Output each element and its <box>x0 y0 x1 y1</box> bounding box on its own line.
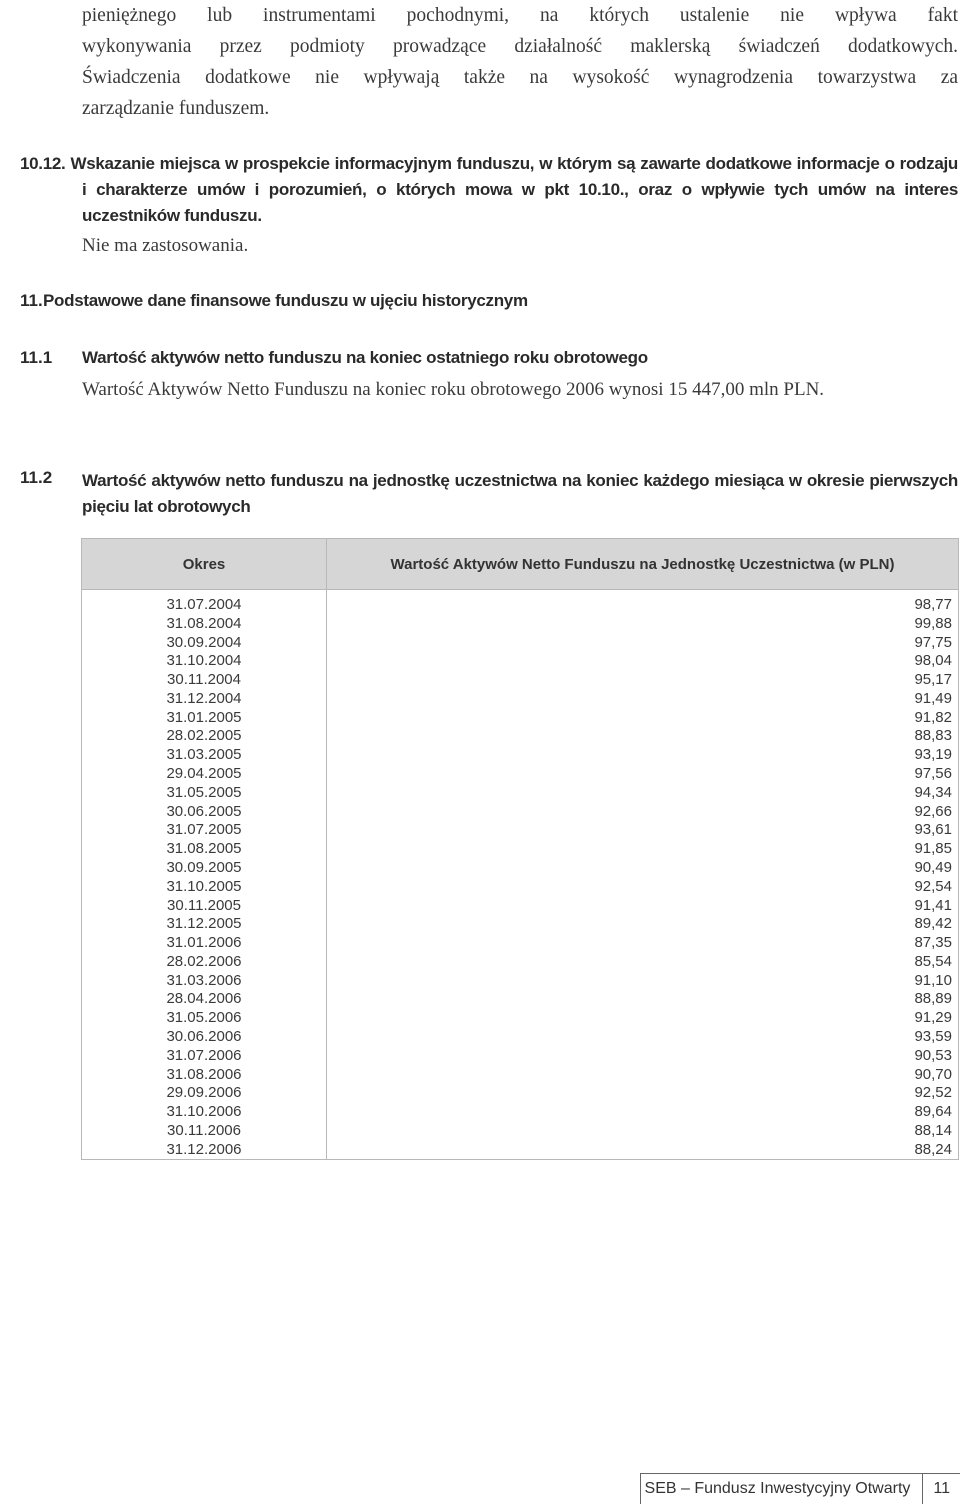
intro-line: zarządzanie funduszem. <box>82 98 270 119</box>
cell-period: 31.01.2005 <box>82 709 327 728</box>
table-row <box>82 634 959 653</box>
section-11-heading: Podstawowe dane finansowe funduszu w ujęciu historycznym <box>43 291 528 310</box>
nav-per-unit-table <box>81 538 959 1160</box>
cell-period: 30.06.2005 <box>82 803 327 822</box>
cell-period: 28.02.2005 <box>82 727 327 746</box>
table-row <box>82 1122 959 1141</box>
table-row <box>82 1066 959 1085</box>
cell-value: 91,10 <box>327 972 959 991</box>
cell-value: 88,14 <box>327 1122 959 1141</box>
table-row <box>82 1103 959 1122</box>
table-row <box>82 784 959 803</box>
cell-period: 31.07.2005 <box>82 821 327 840</box>
cell-value: 90,53 <box>327 1047 959 1066</box>
section-number: 11.2 <box>20 468 53 487</box>
cell-period: 30.09.2005 <box>82 859 327 878</box>
page-number: 11 <box>922 1473 960 1504</box>
cell-period: 30.11.2006 <box>82 1122 327 1141</box>
cell-value: 89,64 <box>327 1103 959 1122</box>
cell-value: 88,24 <box>327 1141 959 1160</box>
cell-period: 31.05.2005 <box>82 784 327 803</box>
cell-period: 31.07.2004 <box>82 596 327 615</box>
section-11-1-heading: Wartość aktywów netto funduszu na koniec ostatniego roku obrotowego <box>82 348 648 367</box>
table-row <box>82 671 959 690</box>
table-row <box>82 972 959 991</box>
table-row <box>82 765 959 784</box>
cell-value: 93,61 <box>327 821 959 840</box>
cell-value: 88,89 <box>327 990 959 1009</box>
section-11-2-heading: Wartość aktywów netto funduszu na jednostkę uczestnictwa na koniec każdego miesiąca w okresie pierwszych pięciu lat obrotowych <box>82 471 958 516</box>
cell-value: 92,54 <box>327 878 959 897</box>
table-row <box>82 878 959 897</box>
section-10-12-body: Nie ma zastosowania. <box>82 235 249 256</box>
table-row <box>82 934 959 953</box>
cell-period: 31.12.2005 <box>82 915 327 934</box>
cell-value: 89,42 <box>327 915 959 934</box>
table-row <box>82 990 959 1009</box>
cell-value: 93,19 <box>327 746 959 765</box>
cell-period: 30.11.2004 <box>82 671 327 690</box>
cell-value: 92,52 <box>327 1084 959 1103</box>
section-number: 10.12. <box>20 154 66 173</box>
table-row <box>82 1141 959 1160</box>
cell-period: 31.08.2006 <box>82 1066 327 1085</box>
column-header-value: Wartość Aktywów Netto Funduszu na Jednostkę Uczestnictwa (w PLN) <box>327 539 959 590</box>
cell-value: 85,54 <box>327 953 959 972</box>
table-row <box>82 596 959 615</box>
section-number: 11. <box>20 291 43 310</box>
table-row <box>82 821 959 840</box>
cell-period: 31.10.2004 <box>82 652 327 671</box>
cell-period: 31.05.2006 <box>82 1009 327 1028</box>
cell-value: 91,41 <box>327 897 959 916</box>
cell-period: 30.06.2006 <box>82 1028 327 1047</box>
cell-period: 31.08.2004 <box>82 615 327 634</box>
intro-line: Świadczenia dodatkowe nie wpływają także na wysokość wynagrodzenia towarzystwa za <box>82 67 958 88</box>
table-row <box>82 690 959 709</box>
cell-value: 98,04 <box>327 652 959 671</box>
cell-period: 31.08.2005 <box>82 840 327 859</box>
cell-value: 91,82 <box>327 709 959 728</box>
column-header-period: Okres <box>82 539 327 590</box>
table-row <box>82 1028 959 1047</box>
cell-value: 91,85 <box>327 840 959 859</box>
table-row <box>82 746 959 765</box>
cell-period: 31.12.2004 <box>82 690 327 709</box>
cell-value: 94,34 <box>327 784 959 803</box>
cell-value: 97,56 <box>327 765 959 784</box>
table-row <box>82 1047 959 1066</box>
table-row <box>82 709 959 728</box>
cell-period: 29.04.2005 <box>82 765 327 784</box>
section-number: 11.1 <box>20 348 53 367</box>
table-row <box>82 1009 959 1028</box>
intro-line: pieniężnego lub instrumentami pochodnymi, na których ustalenie nie wpływa fakt <box>82 5 958 26</box>
table-row <box>82 727 959 746</box>
cell-value: 93,59 <box>327 1028 959 1047</box>
cell-value: 97,75 <box>327 634 959 653</box>
table-row <box>82 652 959 671</box>
table-row <box>82 615 959 634</box>
cell-period: 31.03.2006 <box>82 972 327 991</box>
table-row <box>82 897 959 916</box>
cell-period: 31.01.2006 <box>82 934 327 953</box>
section-10-12-heading <box>20 151 958 229</box>
cell-value: 87,35 <box>327 934 959 953</box>
table-body <box>82 590 959 1160</box>
cell-period: 28.04.2006 <box>82 990 327 1009</box>
table-row <box>82 803 959 822</box>
cell-value: 95,17 <box>327 671 959 690</box>
intro-paragraph <box>82 0 958 124</box>
cell-value: 99,88 <box>327 615 959 634</box>
table-row <box>82 1084 959 1103</box>
cell-value: 90,70 <box>327 1066 959 1085</box>
cell-value: 98,77 <box>327 596 959 615</box>
cell-period: 31.10.2005 <box>82 878 327 897</box>
cell-value: 91,49 <box>327 690 959 709</box>
cell-period: 30.11.2005 <box>82 897 327 916</box>
table-row <box>82 840 959 859</box>
cell-value: 90,49 <box>327 859 959 878</box>
section-11-1-body: Wartość Aktywów Netto Funduszu na koniec roku obrotowego 2006 wynosi 15 447,00 mln PLN. <box>82 379 825 400</box>
cell-value: 92,66 <box>327 803 959 822</box>
table-row <box>82 915 959 934</box>
cell-period: 31.03.2005 <box>82 746 327 765</box>
footer-title: SEB – Fundusz Inwestycyjny Otwarty <box>640 1473 923 1504</box>
cell-value: 88,83 <box>327 727 959 746</box>
table-row <box>82 953 959 972</box>
cell-period: 28.02.2006 <box>82 953 327 972</box>
cell-period: 31.07.2006 <box>82 1047 327 1066</box>
page-footer <box>640 1473 960 1503</box>
table-row <box>82 859 959 878</box>
intro-line: wykonywania przez podmioty prowadzące działalność maklerską świadczeń dodatkowych. <box>82 36 958 57</box>
cell-period: 29.09.2006 <box>82 1084 327 1103</box>
cell-value: 91,29 <box>327 1009 959 1028</box>
cell-period: 30.09.2004 <box>82 634 327 653</box>
section-heading-text: Wskazanie miejsca w prospekcie informacyjnym funduszu, w którym są zawarte dodatkowe informacje o rodzaju i charakterze umów i porozumień, o których mowa w pkt 10.10., oraz o wpływie tych umów na interes uczestników funduszu. <box>70 154 958 225</box>
cell-period: 31.12.2006 <box>82 1141 327 1160</box>
cell-period: 31.10.2006 <box>82 1103 327 1122</box>
